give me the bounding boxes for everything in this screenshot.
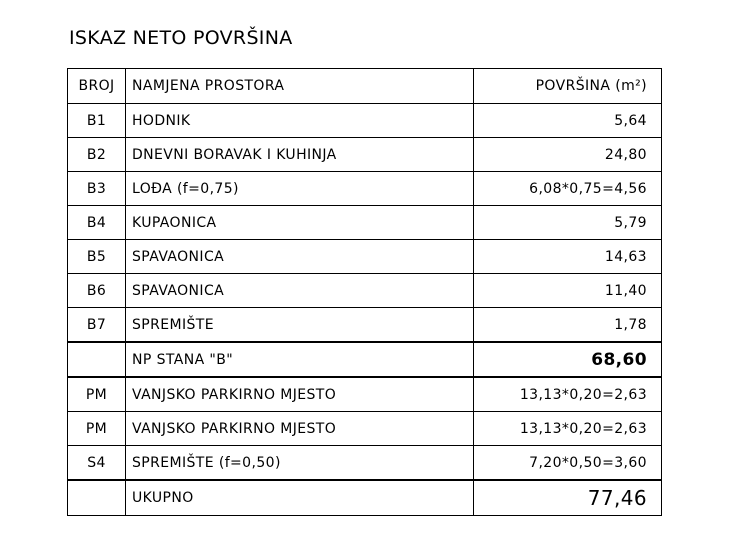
- table-header-row: [68, 69, 662, 104]
- room-name: VANJSKO PARKIRNO MJESTO: [126, 412, 474, 446]
- table-row: [68, 104, 662, 138]
- table-row: [68, 412, 662, 446]
- room-area: 14,63: [474, 240, 662, 274]
- room-code: PM: [68, 412, 126, 446]
- room-area: 11,40: [474, 274, 662, 308]
- table-row: [68, 377, 662, 412]
- room-name: HODNIK: [126, 104, 474, 138]
- subtotal-row: [68, 342, 662, 377]
- room-area: 13,13*0,20=2,63: [474, 412, 662, 446]
- table-row: [68, 308, 662, 343]
- column-header-name: NAMJENA PROSTORA: [126, 69, 474, 104]
- table-row: [68, 138, 662, 172]
- room-code: B7: [68, 308, 126, 343]
- table-row: [68, 446, 662, 481]
- room-area: 13,13*0,20=2,63: [474, 377, 662, 412]
- room-name: SPAVAONICA: [126, 240, 474, 274]
- room-name: VANJSKO PARKIRNO MJESTO: [126, 377, 474, 412]
- table-row: [68, 274, 662, 308]
- table-row: [68, 206, 662, 240]
- room-code: B6: [68, 274, 126, 308]
- room-code: B4: [68, 206, 126, 240]
- room-area: 6,08*0,75=4,56: [474, 172, 662, 206]
- room-code: B1: [68, 104, 126, 138]
- room-code: B3: [68, 172, 126, 206]
- subtotal-code: [68, 342, 126, 377]
- table-row: [68, 172, 662, 206]
- room-area: 24,80: [474, 138, 662, 172]
- room-name: LOĐA (f=0,75): [126, 172, 474, 206]
- column-header-code: BROJ: [68, 69, 126, 104]
- total-row: [68, 480, 662, 516]
- total-label: UKUPNO: [126, 480, 474, 516]
- room-name: SPAVAONICA: [126, 274, 474, 308]
- room-code: PM: [68, 377, 126, 412]
- room-code: S4: [68, 446, 126, 481]
- room-area: 1,78: [474, 308, 662, 343]
- room-name: SPREMIŠTE: [126, 308, 474, 343]
- room-name: DNEVNI BORAVAK I KUHINJA: [126, 138, 474, 172]
- room-area: 7,20*0,50=3,60: [474, 446, 662, 481]
- room-area: 5,64: [474, 104, 662, 138]
- total-code: [68, 480, 126, 516]
- column-header-area: POVRŠINA (m²): [474, 69, 662, 104]
- room-code: B5: [68, 240, 126, 274]
- total-area: 77,46: [474, 480, 662, 516]
- net-area-table: [67, 68, 662, 516]
- subtotal-label: NP STANA "B": [126, 342, 474, 377]
- room-name: SPREMIŠTE (f=0,50): [126, 446, 474, 481]
- room-name: KUPAONICA: [126, 206, 474, 240]
- room-code: B2: [68, 138, 126, 172]
- subtotal-area: 68,60: [474, 342, 662, 377]
- table-row: [68, 240, 662, 274]
- room-area: 5,79: [474, 206, 662, 240]
- page-title: ISKAZ NETO POVRŠINA: [69, 27, 293, 49]
